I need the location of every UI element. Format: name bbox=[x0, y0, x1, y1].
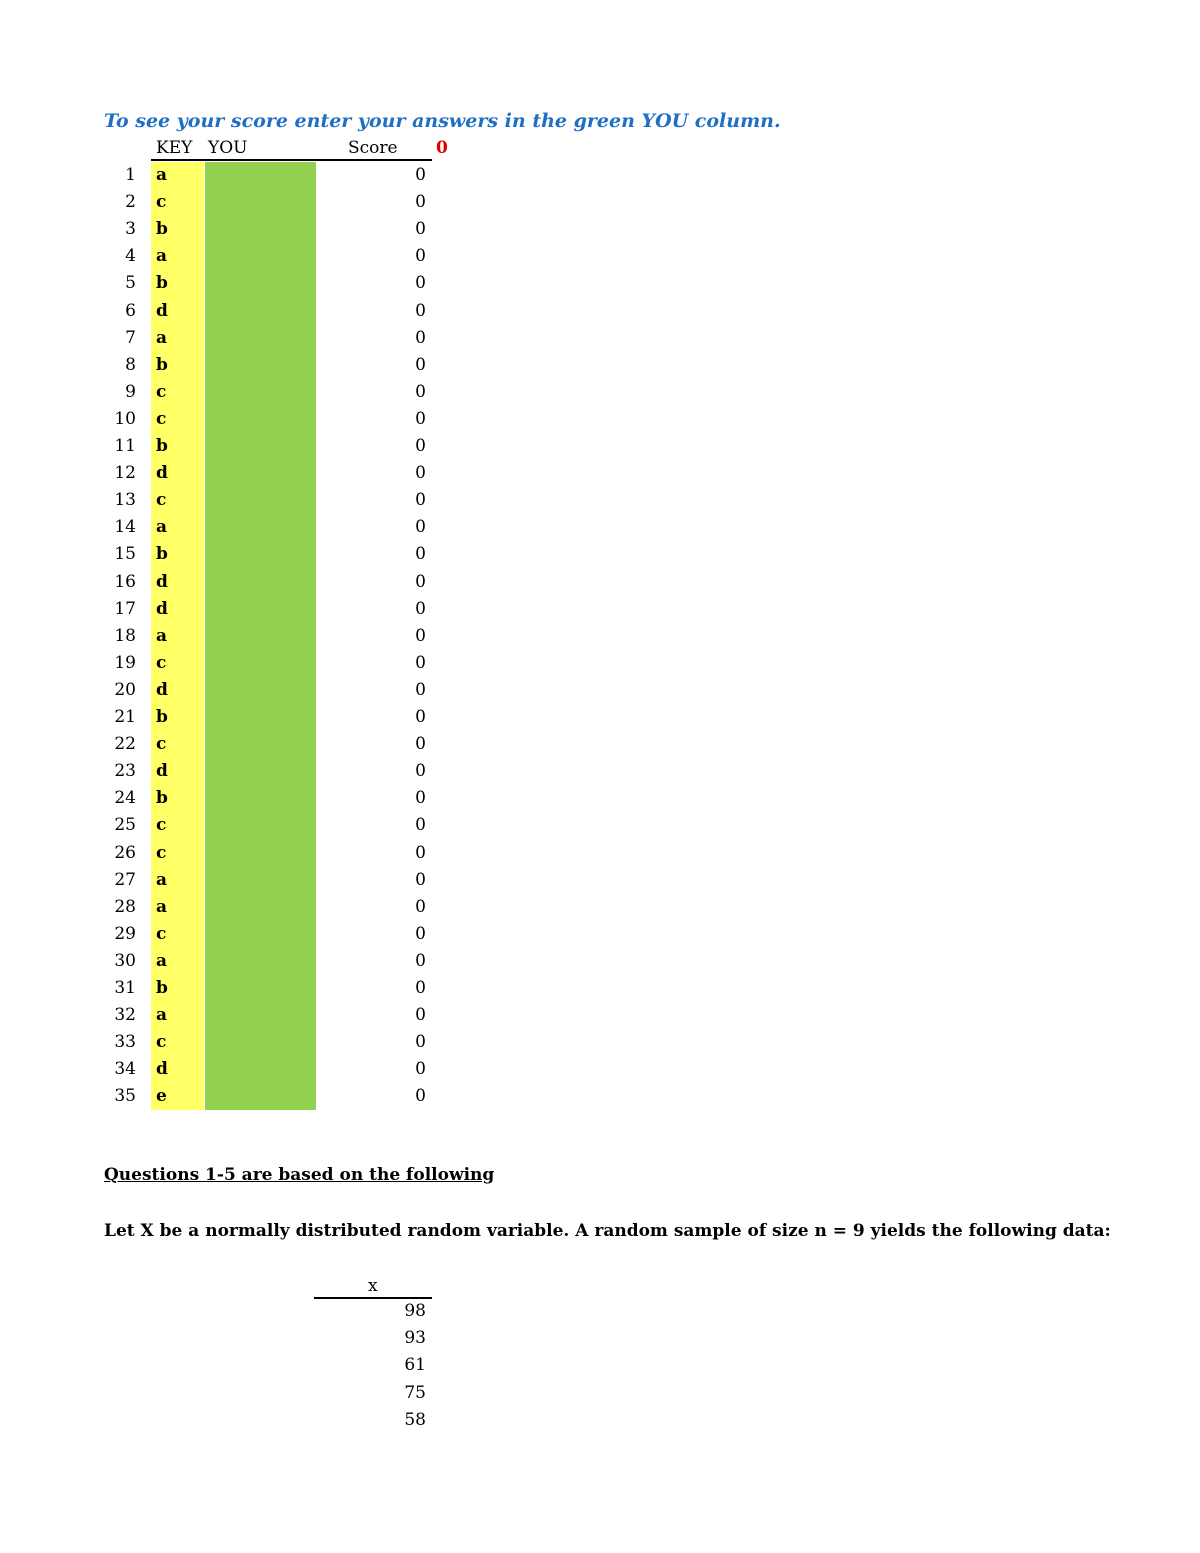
table-row bbox=[0, 867, 480, 894]
table-row bbox=[0, 677, 480, 704]
table-row bbox=[0, 812, 480, 839]
key-answer: c bbox=[156, 381, 167, 402]
table-row bbox=[0, 623, 480, 650]
data-value: 93 bbox=[404, 1328, 426, 1349]
table-row bbox=[0, 270, 480, 297]
row-score: 0 bbox=[415, 463, 426, 484]
key-answer: c bbox=[156, 734, 167, 755]
key-answer: c bbox=[156, 842, 167, 863]
row-score: 0 bbox=[415, 436, 426, 456]
table-row bbox=[0, 731, 480, 758]
data-value: 98 bbox=[404, 1301, 426, 1321]
key-answer: b bbox=[156, 707, 168, 727]
question-number: 9 bbox=[125, 381, 136, 402]
table-row bbox=[0, 1083, 480, 1110]
row-score: 0 bbox=[415, 896, 426, 917]
row-score: 0 bbox=[415, 950, 426, 971]
row-score: 0 bbox=[415, 1005, 426, 1026]
question-number: 18 bbox=[114, 625, 136, 646]
question-number: 32 bbox=[114, 1005, 136, 1026]
key-answer: c bbox=[156, 490, 167, 511]
question-number: 30 bbox=[114, 950, 136, 971]
question-number: 25 bbox=[114, 815, 136, 836]
key-answer: c bbox=[156, 192, 167, 213]
row-score: 0 bbox=[415, 490, 426, 511]
key-answer: e bbox=[156, 1086, 167, 1107]
question-number: 23 bbox=[114, 761, 136, 782]
row-score: 0 bbox=[415, 408, 426, 429]
key-answer: b bbox=[156, 436, 168, 456]
table-row bbox=[0, 704, 480, 731]
key-answer: c bbox=[156, 408, 167, 429]
question-number: 5 bbox=[125, 273, 136, 294]
question-number: 8 bbox=[125, 354, 136, 375]
row-score: 0 bbox=[415, 246, 426, 267]
key-answer: b bbox=[156, 544, 168, 565]
row-score: 0 bbox=[415, 1059, 426, 1080]
table-row bbox=[0, 569, 480, 596]
table-row bbox=[0, 352, 480, 379]
key-answer: b bbox=[156, 354, 168, 375]
row-score: 0 bbox=[415, 192, 426, 213]
row-score: 0 bbox=[415, 869, 426, 890]
row-score: 0 bbox=[415, 165, 426, 185]
row-score: 0 bbox=[415, 327, 426, 348]
instruction-text: To see your score enter your answers in the green YOU column. bbox=[104, 110, 781, 132]
row-score: 0 bbox=[415, 707, 426, 727]
question-number: 16 bbox=[114, 571, 136, 592]
question-number: 20 bbox=[114, 679, 136, 700]
table-row bbox=[0, 1029, 480, 1056]
question-number: 15 bbox=[114, 544, 136, 565]
key-answer: b bbox=[156, 273, 168, 294]
question-number: 3 bbox=[125, 219, 136, 240]
row-score: 0 bbox=[415, 842, 426, 863]
key-answer: d bbox=[156, 761, 168, 782]
question-number: 13 bbox=[114, 490, 136, 511]
question-number: 4 bbox=[125, 246, 136, 267]
table-row bbox=[0, 216, 480, 243]
question-number: 27 bbox=[114, 869, 136, 890]
question-number: 11 bbox=[114, 436, 136, 456]
key-header: KEY bbox=[156, 138, 193, 158]
question-number: 10 bbox=[114, 408, 136, 429]
row-score: 0 bbox=[415, 679, 426, 700]
key-answer: b bbox=[156, 219, 168, 240]
table-row bbox=[0, 460, 480, 487]
key-answer: a bbox=[156, 625, 168, 646]
question-number: 2 bbox=[125, 192, 136, 213]
table-row bbox=[0, 948, 480, 975]
key-answer: d bbox=[156, 300, 168, 321]
question-number: 26 bbox=[114, 842, 136, 863]
question-number: 22 bbox=[114, 734, 136, 755]
row-score: 0 bbox=[415, 300, 426, 321]
key-answer: a bbox=[156, 950, 168, 971]
data-value: 58 bbox=[404, 1409, 426, 1430]
table-row bbox=[0, 487, 480, 514]
key-answer: d bbox=[156, 598, 168, 619]
table-row bbox=[0, 975, 480, 1002]
row-score: 0 bbox=[415, 734, 426, 755]
header-underline bbox=[151, 159, 432, 161]
key-answer: a bbox=[156, 246, 168, 267]
key-answer: c bbox=[156, 652, 167, 673]
data-table-header: x bbox=[368, 1276, 378, 1296]
row-score: 0 bbox=[415, 1032, 426, 1053]
table-row bbox=[0, 541, 480, 568]
row-score: 0 bbox=[415, 625, 426, 646]
key-answer: a bbox=[156, 327, 168, 348]
question-number: 17 bbox=[114, 598, 136, 619]
key-answer: a bbox=[156, 517, 168, 538]
key-answer: a bbox=[156, 869, 168, 890]
table-row bbox=[0, 921, 480, 948]
question-number: 24 bbox=[114, 788, 136, 809]
table-row bbox=[0, 433, 480, 460]
question-number: 31 bbox=[114, 978, 136, 998]
table-row bbox=[0, 189, 480, 216]
table-row bbox=[0, 1002, 480, 1029]
row-score: 0 bbox=[415, 219, 426, 240]
row-score: 0 bbox=[415, 923, 426, 944]
key-answer: d bbox=[156, 463, 168, 484]
row-score: 0 bbox=[415, 978, 426, 998]
row-score: 0 bbox=[415, 273, 426, 294]
key-answer: b bbox=[156, 978, 168, 998]
key-answer: b bbox=[156, 788, 168, 809]
question-number: 6 bbox=[125, 300, 136, 321]
row-score: 0 bbox=[415, 517, 426, 538]
data-value: 75 bbox=[404, 1382, 426, 1403]
key-answer: c bbox=[156, 923, 167, 944]
row-score: 0 bbox=[415, 761, 426, 782]
table-row bbox=[0, 379, 480, 406]
key-answer: d bbox=[156, 679, 168, 700]
table-row bbox=[0, 758, 480, 785]
question-number: 12 bbox=[114, 463, 136, 484]
key-answer: c bbox=[156, 815, 167, 836]
table-row bbox=[0, 514, 480, 541]
key-answer: a bbox=[156, 896, 168, 917]
total-score: 0 bbox=[436, 138, 448, 158]
table-row bbox=[0, 596, 480, 623]
you-header: YOU bbox=[208, 138, 248, 158]
question-number: 7 bbox=[125, 327, 136, 348]
table-row bbox=[0, 325, 480, 352]
question-number: 19 bbox=[114, 652, 136, 673]
table-row bbox=[0, 243, 480, 270]
key-answer: d bbox=[156, 571, 168, 592]
score-header: Score bbox=[348, 138, 398, 158]
question-number: 29 bbox=[114, 923, 136, 944]
question-number: 35 bbox=[114, 1086, 136, 1107]
table-row bbox=[0, 162, 480, 189]
question-number: 1 bbox=[125, 165, 136, 185]
table-row bbox=[0, 1056, 480, 1083]
table-row bbox=[0, 298, 480, 325]
question-number: 33 bbox=[114, 1032, 136, 1053]
question-number: 28 bbox=[114, 896, 136, 917]
question-number: 14 bbox=[114, 517, 136, 538]
row-score: 0 bbox=[415, 652, 426, 673]
table-row bbox=[0, 785, 480, 812]
table-row bbox=[0, 840, 480, 867]
key-answer: a bbox=[156, 1005, 168, 1026]
row-score: 0 bbox=[415, 354, 426, 375]
key-answer: a bbox=[156, 165, 168, 185]
row-score: 0 bbox=[415, 815, 426, 836]
row-score: 0 bbox=[415, 571, 426, 592]
table-row bbox=[0, 650, 480, 677]
data-value: 61 bbox=[404, 1355, 426, 1376]
key-answer: c bbox=[156, 1032, 167, 1053]
key-answer: d bbox=[156, 1059, 168, 1080]
row-score: 0 bbox=[415, 1086, 426, 1107]
problem-text: Let X be a normally distributed random variable. A random sample of size n = 9 yields the following data: bbox=[104, 1221, 1111, 1241]
row-score: 0 bbox=[415, 544, 426, 565]
question-number: 34 bbox=[114, 1059, 136, 1080]
row-score: 0 bbox=[415, 598, 426, 619]
row-score: 0 bbox=[415, 788, 426, 809]
row-score: 0 bbox=[415, 381, 426, 402]
questions-heading: Questions 1-5 are based on the following bbox=[104, 1165, 495, 1185]
question-number: 21 bbox=[114, 707, 136, 727]
table-row bbox=[0, 406, 480, 433]
table-row bbox=[0, 894, 480, 921]
